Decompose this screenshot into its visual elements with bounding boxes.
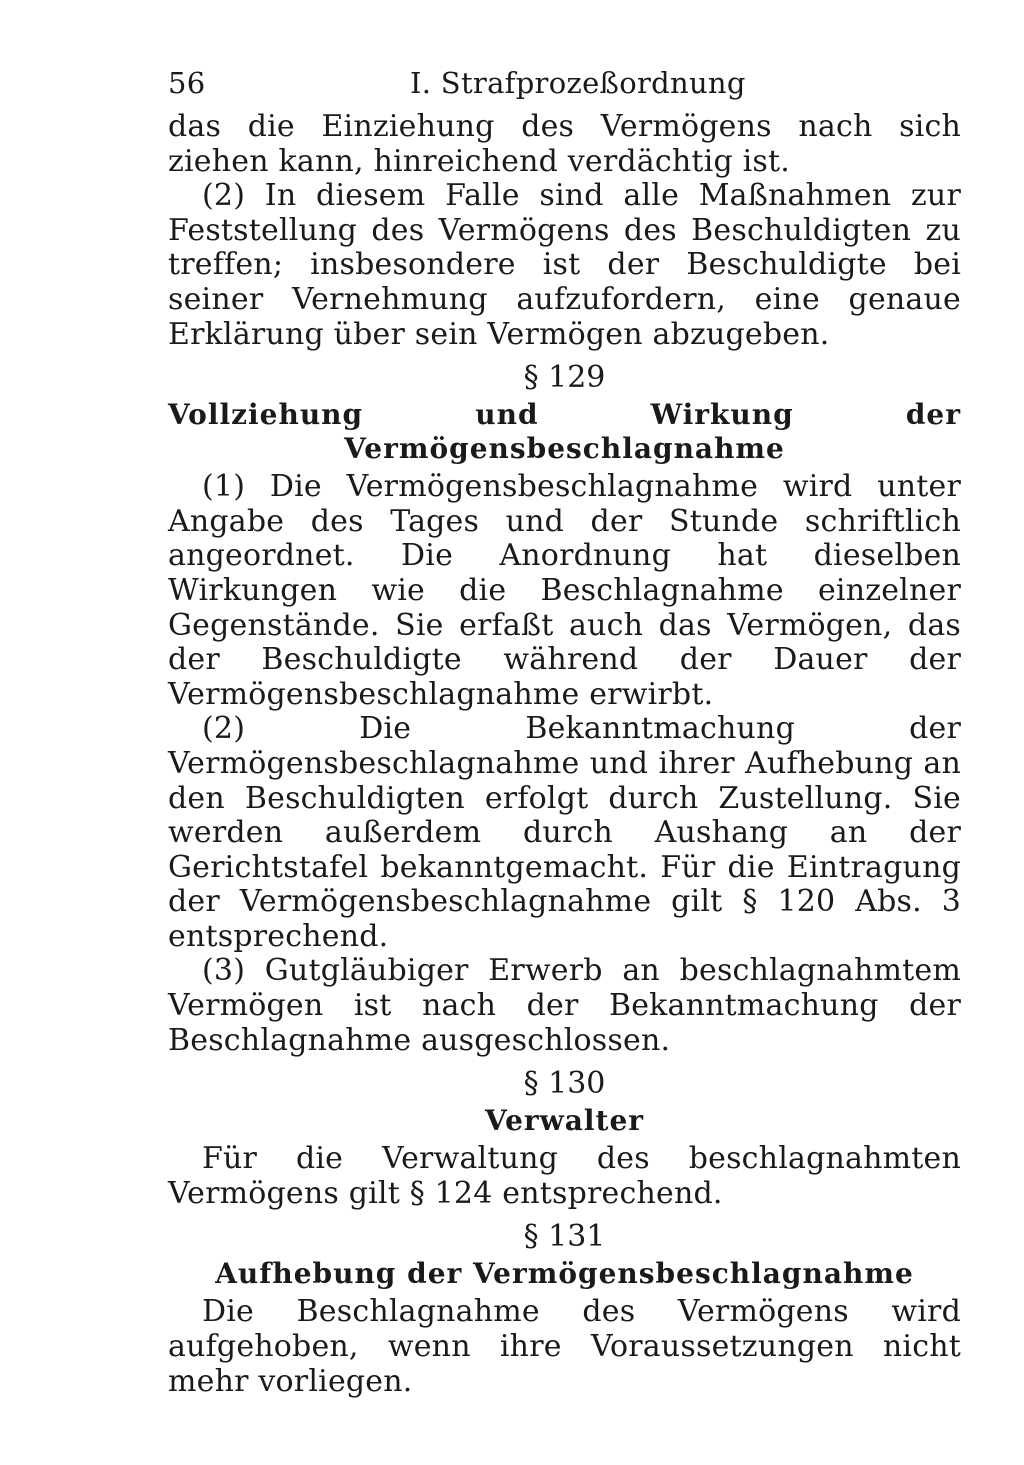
section-title: Verwalter [484, 1104, 645, 1138]
section-129 [168, 358, 961, 1058]
section-number: § 131 [523, 1219, 606, 1255]
section-131 [168, 1217, 961, 1399]
section-130 [168, 1064, 961, 1211]
section-paragraph: (3) Gutgläubiger Erwerb an beschlagnahmtem Vermögen ist nach der Bekanntmachung der Beschlagnahme ausgeschlossen. [168, 953, 961, 1058]
section-title: Aufhebung der Vermögensbeschlagnahme [215, 1257, 914, 1291]
section-paragraph: (1) Die Vermögensbeschlagnahme wird unter Angabe des Tages und der Stunde schriftlich angeordnet. Die Anordnung hat dieselben Wirkungen wie die Beschlagnahme einzelner Gegenstände. Sie erfaßt auch das Vermögen, das der Beschuldigte während der Dauer der Vermögensbeschlagnahme erwirbt. [168, 469, 961, 712]
section-paragraph: Die Beschlagnahme des Vermögens wird aufgehoben, wenn ihre Voraussetzungen nicht mehr vorliegen. [168, 1294, 961, 1399]
intro-paragraph-2: (2) In diesem Falle sind alle Maßnahmen zur Feststellung des Vermögens des Beschuldigten zu treffen; insbesondere ist der Beschuldigte bei seiner Vernehmung aufzufordern, eine genaue Erklärung über sein Vermögen abzugeben. [168, 178, 961, 352]
book-page [168, 66, 961, 1399]
section-paragraph: Für die Verwaltung des beschlagnahmten Vermögens gilt § 124 entsprechend. [168, 1141, 961, 1211]
section-title: Vollziehung und Wirkung der Vermögensbeschlagnahme [168, 398, 961, 466]
section-number: § 129 [523, 360, 606, 396]
intro-paragraph-continued: das die Einziehung des Vermögens nach sich ziehen kann, hinreichend verdächtig ist. [168, 109, 961, 179]
running-title: I. Strafprozeßordnung [410, 66, 746, 100]
section-paragraph: (2) Die Bekanntmachung der Vermögensbeschlagnahme und ihrer Aufhebung an den Beschuldigten erfolgt durch Zustellung. Sie werden außerdem durch Aushang an der Gerichtstafel bekanntgemacht. Für die Eintragung der Vermögensbeschlagnahme gilt § 120 Abs. 3 entsprechend. [168, 711, 961, 954]
page-number: 56 [168, 66, 206, 100]
running-header [168, 66, 961, 110]
section-number: § 130 [523, 1066, 606, 1102]
